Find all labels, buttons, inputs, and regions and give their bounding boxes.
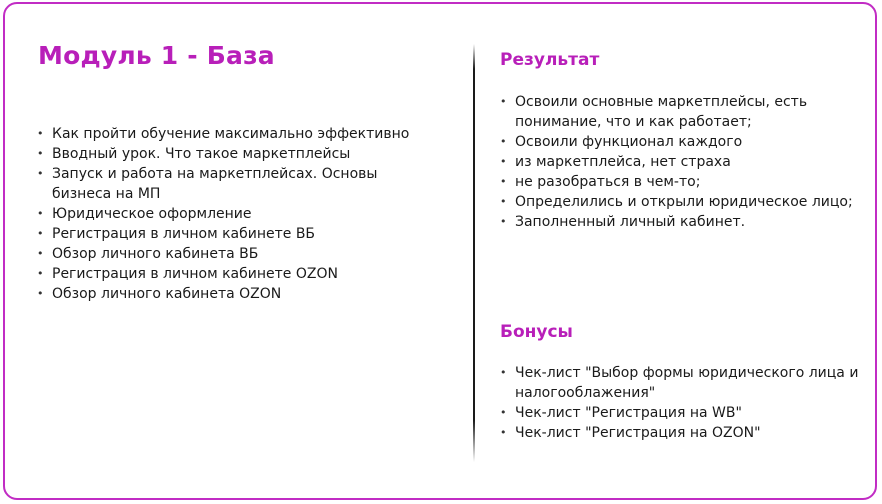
list-item: • Регистрация в личном кабинете ВБ	[37, 224, 437, 244]
list-item: • Чек-лист "Регистрация на OZON"	[500, 423, 865, 443]
list-item: • Как пройти обучение максимально эффективно	[37, 124, 437, 144]
list-item: • Юридическое оформление	[37, 204, 437, 224]
list-item: • Обзор личного кабинета OZON	[37, 284, 437, 304]
list-item: • Освоили основные маркетплейсы, есть понимание, что и как работает;	[500, 92, 865, 132]
list-item: • Регистрация в личном кабинете OZON	[37, 264, 437, 284]
list-item: • не разобраться в чем-то;	[500, 172, 865, 192]
list-item: • из маркетплейса, нет страха	[500, 152, 865, 172]
bonuses-heading: Бонусы	[500, 322, 573, 342]
list-item: • Чек-лист "Регистрация на WB"	[500, 403, 865, 423]
list-item: • Вводный урок. Что такое маркетплейсы	[37, 144, 437, 164]
module-card	[3, 2, 877, 500]
list-item: • Освоили функционал каждого	[500, 132, 865, 152]
lesson-list	[37, 124, 437, 304]
list-item: • Чек-лист "Выбор формы юридического лица и налогооблажения"	[500, 363, 865, 403]
list-item: • Обзор личного кабинета ВБ	[37, 244, 437, 264]
results-list	[500, 92, 865, 232]
column-divider	[473, 44, 475, 462]
bonuses-list	[500, 363, 865, 443]
list-item: • Определились и открыли юридическое лицо;	[500, 192, 865, 212]
results-heading: Результат	[500, 50, 600, 70]
list-item: • Заполненный личный кабинет.	[500, 212, 865, 232]
module-title: Модуль 1 - База	[38, 41, 275, 70]
list-item: • Запуск и работа на маркетплейсах. Основы бизнеса на МП	[37, 164, 437, 204]
